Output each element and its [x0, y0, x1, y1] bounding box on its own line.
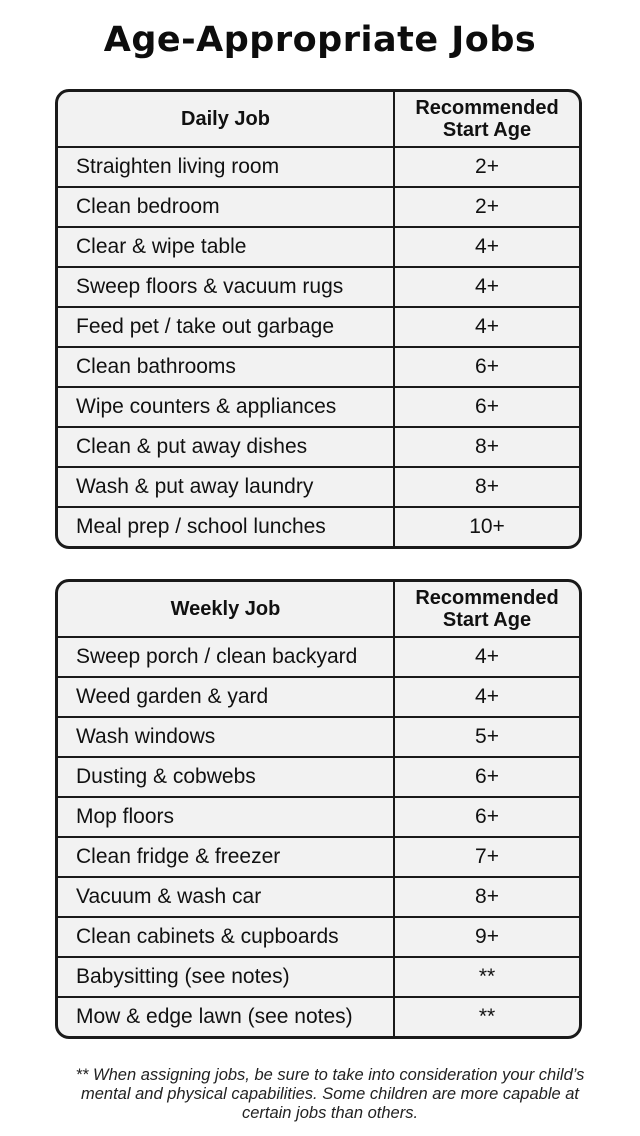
- table-row: [58, 716, 579, 756]
- age-cell: 2+: [475, 155, 499, 178]
- table-row: [58, 996, 579, 1036]
- job-cell: Clear & wipe table: [58, 228, 395, 266]
- job-cell: Sweep porch / clean backyard: [58, 638, 395, 676]
- footnote: ** When assigning jobs, be sure to take into consideration your child’s mental and physical capabilities. Some children are more capable at certain jobs than others.: [75, 1066, 585, 1122]
- job-cell: Weed garden & yard: [58, 678, 395, 716]
- job-cell: Wash windows: [58, 718, 395, 756]
- age-cell: 6+: [475, 355, 499, 378]
- age-cell: 6+: [475, 395, 499, 418]
- table-row: [58, 466, 579, 506]
- age-cell: 6+: [475, 765, 499, 788]
- job-cell: Sweep floors & vacuum rugs: [58, 268, 395, 306]
- job-cell: Clean cabinets & cupboards: [58, 918, 395, 956]
- table-row: [58, 506, 579, 546]
- job-cell: Wash & put away laundry: [58, 468, 395, 506]
- job-cell: Mop floors: [58, 798, 395, 836]
- age-cell: 4+: [475, 645, 499, 668]
- age-cell: 4+: [475, 685, 499, 708]
- age-cell: 8+: [475, 435, 499, 458]
- job-cell: Wipe counters & appliances: [58, 388, 395, 426]
- page-title: Age-Appropriate Jobs: [103, 20, 537, 60]
- age-cell: 2+: [475, 195, 499, 218]
- age-cell: 6+: [475, 805, 499, 828]
- job-cell: Clean & put away dishes: [58, 428, 395, 466]
- age-cell: **: [478, 1005, 496, 1028]
- age-cell: 4+: [475, 235, 499, 258]
- header-age-line2: Start Age: [442, 119, 532, 141]
- job-cell: Meal prep / school lunches: [58, 508, 395, 546]
- age-cell: 8+: [475, 475, 499, 498]
- job-cell: Clean fridge & freezer: [58, 838, 395, 876]
- table-row: [58, 636, 579, 676]
- table-row: [58, 226, 579, 266]
- table-row: [58, 186, 579, 226]
- job-cell: Dusting & cobwebs: [58, 758, 395, 796]
- daily-jobs-table: [55, 89, 582, 549]
- header-job: Daily Job: [58, 92, 395, 146]
- job-cell: Mow & edge lawn (see notes): [58, 998, 395, 1036]
- job-cell: Clean bathrooms: [58, 348, 395, 386]
- table-row: [58, 146, 579, 186]
- age-cell: 8+: [475, 885, 499, 908]
- age-cell: 9+: [475, 925, 499, 948]
- job-cell: Clean bedroom: [58, 188, 395, 226]
- age-cell: 7+: [475, 845, 499, 868]
- age-cell: **: [478, 965, 496, 988]
- table-row: [58, 676, 579, 716]
- header-job: Weekly Job: [58, 582, 395, 636]
- table-row: [58, 306, 579, 346]
- header-age: [395, 582, 579, 636]
- table-row: [58, 876, 579, 916]
- age-cell: 4+: [475, 315, 499, 338]
- job-cell: Feed pet / take out garbage: [58, 308, 395, 346]
- header-age-line2: Start Age: [442, 609, 532, 631]
- table-header: [58, 582, 579, 636]
- table-header: [58, 92, 579, 146]
- table-row: [58, 266, 579, 306]
- table-row: [58, 756, 579, 796]
- weekly-jobs-table: [55, 579, 582, 1039]
- age-cell: 5+: [475, 725, 499, 748]
- header-age: [395, 92, 579, 146]
- table-row: [58, 426, 579, 466]
- job-cell: Vacuum & wash car: [58, 878, 395, 916]
- table-row: [58, 916, 579, 956]
- job-cell: Straighten living room: [58, 148, 395, 186]
- age-cell: 10+: [469, 515, 505, 538]
- table-row: [58, 386, 579, 426]
- header-age-line1: Recommended: [415, 97, 559, 119]
- age-cell: 4+: [475, 275, 499, 298]
- header-age-line1: Recommended: [415, 587, 559, 609]
- table-row: [58, 796, 579, 836]
- job-cell: Babysitting (see notes): [58, 958, 395, 996]
- table-row: [58, 956, 579, 996]
- table-row: [58, 836, 579, 876]
- table-row: [58, 346, 579, 386]
